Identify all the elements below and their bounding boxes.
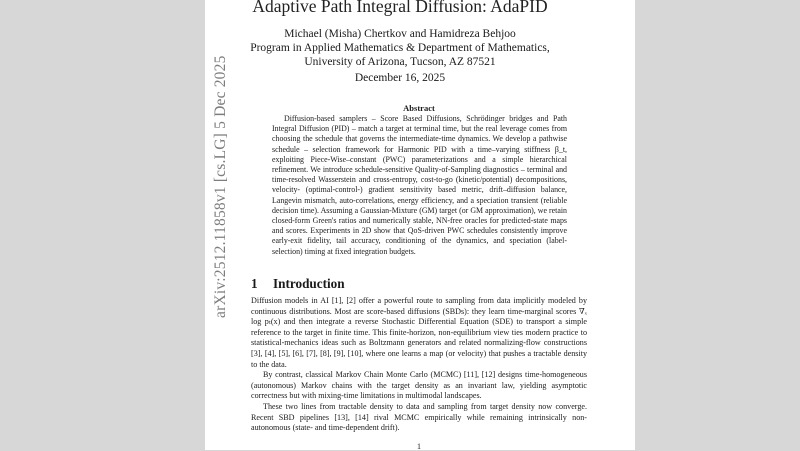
- page-number: 1: [417, 442, 421, 451]
- abstract-heading: Abstract: [403, 103, 435, 113]
- paragraph-1: Diffusion models in AI [1], [2] offer a powerful route to sampling from data implicitly modeled by continuous distributions. Most are score-based diffusions (SBDs): they learn time-marginal scores ∇ₓ log pₜ(x) and then integrate a reverse Stochastic Differential Equation (SDE) to transport a simple reference to the target in finite time. This finite-horizon, non-equilibrium view ties modern practice to statistical-mechanics ideas such as Boltzmann generators and related normalizing-flow constructions [3], [4], [5], [6], [7], [8], [9], [10], where one learns a map (or velocity) that pushes a tractable density to the data.: [251, 296, 587, 369]
- section-number: 1: [251, 276, 258, 291]
- paper-date: December 16, 2025: [354, 72, 446, 84]
- paragraph-2: By contrast, classical Markov Chain Monte Carlo (MCMC) [11], [12] designs time-homogeneous (autonomous) Markov chains with the target density as an invariant law, yielding asymptotic correctness but with mixing-time limitations in multimodal landscapes.: [251, 370, 587, 401]
- section-title: Introduction: [273, 276, 345, 291]
- abstract: [272, 114, 567, 257]
- paragraph-3: These two lines from tractable density to data and sampling from target density now converge. Recent SBD pipelines [13], [14] rival MCMC empirically while remaining intrinsically non-autonomous (state- and time-dependent drift).: [251, 401, 587, 433]
- affiliation-line-2: University of Arizona, Tucson, AZ 87521: [304, 56, 496, 68]
- introduction-body: [251, 296, 587, 434]
- section-heading: [251, 276, 345, 292]
- affiliation-line-1: Program in Applied Mathematics & Department of Mathematics,: [250, 42, 550, 54]
- author-block: [0, 27, 800, 69]
- abstract-text: Diffusion-based samplers – Score Based Diffusions, Schrödinger bridges and Path Integral Diffusion (PID) – match a target at terminal time, but the real leverage comes from choosing the schedule that governs the intermediate-time dynamics. We develop a pathwise schedule – selection framework for Harmonic PID with a time–varying stiffness β_t, exploiting Piece-Wise–constant (PWC) parameterizations and a simple hierarchical refinement. We introduce schedule-sensitive Quality-of-Sampling diagnostics – terminal and time-resolved Wasserstein and cross-entropy, cost-to-go (kinetic/potential) decompositions, velocity- (optimal-control-) gradient sensitivity based metric, drift–diffusion balance, Langevin mismatch, auto-correlations, energy efficiency, and a speciation transient (reliable decision time). Assuming a Gaussian-Mixture (GM) target (or GM approximation), we retain closed-form Green's ratios and numerically stable, NN-free oracles for predicted-state maps and scores. Experiments in 2D show that QoS-driven PWC schedules consistently improve early-exit fidelity, tail accuracy, conditioning of the dynamics, and speciation (label-selection) timing at fixed integration budgets.: [272, 114, 567, 256]
- arxiv-stamp: arXiv:2512.11858v1 [cs.LG] 5 Dec 2025: [212, 55, 229, 318]
- paper-title: Adaptive Path Integral Diffusion: AdaPID: [252, 0, 548, 16]
- authors: Michael (Misha) Chertkov and Hamidreza Behjoo: [284, 28, 516, 40]
